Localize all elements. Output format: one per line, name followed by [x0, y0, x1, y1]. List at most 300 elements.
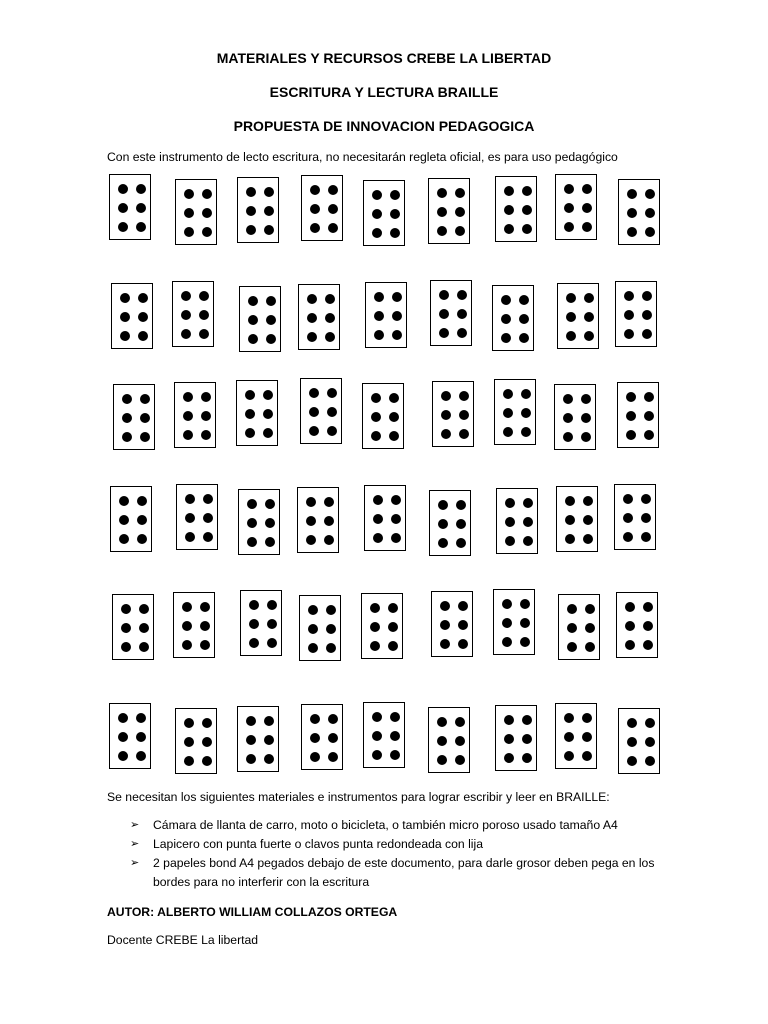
braille-dot	[503, 408, 513, 418]
braille-dot	[582, 713, 592, 723]
braille-cell	[494, 379, 536, 445]
braille-dot	[440, 620, 450, 630]
braille-cell	[239, 286, 281, 352]
list-item-text: Cámara de llanta de carro, moto o bicicleta, o también micro poroso usado tamaño A4	[153, 818, 618, 832]
braille-dot	[249, 619, 259, 629]
arrowhead-bullet-icon: ➢	[130, 819, 140, 831]
braille-cell	[555, 703, 597, 769]
braille-dot	[202, 208, 212, 218]
braille-cell	[240, 590, 282, 656]
braille-dot	[437, 717, 447, 727]
braille-dot	[120, 293, 130, 303]
braille-dot	[564, 751, 574, 761]
braille-cell	[236, 380, 278, 446]
braille-dot	[520, 637, 530, 647]
braille-dot	[459, 410, 469, 420]
braille-dot	[118, 222, 128, 232]
braille-dot	[184, 227, 194, 237]
braille-dot	[138, 293, 148, 303]
braille-dot	[623, 532, 633, 542]
braille-dot	[583, 496, 593, 506]
braille-dot	[328, 185, 338, 195]
braille-dot	[585, 642, 595, 652]
braille-cell	[301, 704, 343, 770]
braille-dot	[567, 642, 577, 652]
braille-cell	[109, 174, 151, 240]
braille-dot	[644, 430, 654, 440]
braille-dot	[182, 602, 192, 612]
braille-dot	[266, 334, 276, 344]
braille-dot	[521, 408, 531, 418]
braille-dot	[371, 393, 381, 403]
braille-dot	[582, 751, 592, 761]
braille-dot	[121, 642, 131, 652]
braille-dot	[200, 602, 210, 612]
braille-dot	[441, 391, 451, 401]
braille-dot	[564, 203, 574, 213]
braille-dot	[374, 311, 384, 321]
braille-dot	[309, 388, 319, 398]
braille-cell	[238, 489, 280, 555]
braille-dot	[184, 189, 194, 199]
braille-dot	[266, 315, 276, 325]
braille-dot	[457, 290, 467, 300]
braille-dot	[246, 206, 256, 216]
braille-dot	[325, 294, 335, 304]
braille-dot	[520, 599, 530, 609]
braille-dot	[523, 536, 533, 546]
braille-dot	[520, 618, 530, 628]
braille-dot	[624, 291, 634, 301]
arrowhead-bullet-icon: ➢	[130, 838, 140, 850]
braille-dot	[627, 189, 637, 199]
braille-dot	[372, 731, 382, 741]
braille-dot	[310, 223, 320, 233]
braille-dot	[326, 624, 336, 634]
braille-dot	[438, 519, 448, 529]
braille-dot	[201, 392, 211, 402]
braille-dot	[643, 621, 653, 631]
braille-dot	[437, 736, 447, 746]
braille-dot	[456, 538, 466, 548]
braille-dot	[308, 624, 318, 634]
braille-dot	[390, 731, 400, 741]
braille-cell	[297, 487, 339, 553]
braille-dot	[519, 295, 529, 305]
braille-cell	[618, 708, 660, 774]
braille-dot	[201, 411, 211, 421]
braille-dot	[522, 205, 532, 215]
braille-dot	[390, 712, 400, 722]
braille-dot	[582, 732, 592, 742]
braille-dot	[267, 600, 277, 610]
braille-dot	[370, 622, 380, 632]
braille-dot	[459, 391, 469, 401]
braille-dot	[136, 713, 146, 723]
braille-dot	[184, 208, 194, 218]
braille-cell	[362, 383, 404, 449]
braille-dot	[307, 294, 317, 304]
braille-dot	[584, 312, 594, 322]
braille-dot	[202, 189, 212, 199]
braille-dot	[503, 389, 513, 399]
braille-dot	[627, 208, 637, 218]
braille-cell	[298, 284, 340, 350]
braille-dot	[644, 392, 654, 402]
braille-dot	[455, 755, 465, 765]
braille-cell	[554, 384, 596, 450]
materials-list	[130, 816, 670, 892]
braille-dot	[267, 619, 277, 629]
braille-dot	[563, 394, 573, 404]
braille-dot	[523, 517, 533, 527]
braille-dot	[390, 228, 400, 238]
braille-dot	[564, 184, 574, 194]
braille-dot	[458, 601, 468, 611]
braille-dot	[249, 600, 259, 610]
braille-dot	[247, 499, 257, 509]
braille-dot	[328, 752, 338, 762]
braille-dot	[623, 494, 633, 504]
braille-dot	[441, 410, 451, 420]
braille-dot	[372, 228, 382, 238]
braille-cell	[364, 485, 406, 551]
braille-dot	[137, 515, 147, 525]
braille-dot	[459, 429, 469, 439]
braille-dot	[521, 427, 531, 437]
braille-dot	[325, 332, 335, 342]
braille-dot	[505, 517, 515, 527]
braille-dot	[522, 186, 532, 196]
arrowhead-bullet-icon: ➢	[130, 857, 140, 869]
braille-dot	[136, 203, 146, 213]
braille-dot	[641, 532, 651, 542]
braille-cell	[363, 180, 405, 246]
braille-dot	[626, 392, 636, 402]
braille-dot	[182, 621, 192, 631]
braille-cell	[430, 280, 472, 346]
braille-cell	[556, 486, 598, 552]
braille-cell	[617, 382, 659, 448]
braille-dot	[307, 332, 317, 342]
braille-dot	[563, 413, 573, 423]
braille-dot	[391, 514, 401, 524]
author-line: AUTOR: ALBERTO WILLIAM COLLAZOS ORTEGA	[107, 905, 398, 919]
braille-dot	[327, 388, 337, 398]
braille-dot	[306, 535, 316, 545]
braille-dot	[437, 207, 447, 217]
braille-dot	[627, 227, 637, 237]
braille-dot	[264, 187, 274, 197]
braille-dot	[310, 714, 320, 724]
list-item-text: 2 papeles bond A4 pegados debajo de este documento, para darle grosor deben pega en los bordes para no interferir con la escritura	[153, 856, 655, 889]
braille-dot	[306, 497, 316, 507]
braille-dot	[519, 333, 529, 343]
braille-dot	[248, 296, 258, 306]
braille-dot	[327, 426, 337, 436]
braille-dot	[183, 430, 193, 440]
braille-dot	[585, 604, 595, 614]
braille-dot	[505, 536, 515, 546]
braille-dot	[439, 328, 449, 338]
braille-dot	[326, 643, 336, 653]
braille-dot	[371, 431, 381, 441]
braille-dot	[505, 498, 515, 508]
braille-dot	[370, 641, 380, 651]
braille-dot	[202, 227, 212, 237]
braille-cell	[299, 595, 341, 661]
braille-cell	[428, 707, 470, 773]
braille-dot	[120, 312, 130, 322]
braille-dot	[246, 735, 256, 745]
braille-dot	[455, 207, 465, 217]
braille-cell	[176, 484, 218, 550]
braille-dot	[642, 291, 652, 301]
braille-dot	[457, 309, 467, 319]
braille-dot	[522, 715, 532, 725]
braille-dot	[140, 432, 150, 442]
braille-dot	[564, 222, 574, 232]
braille-dot	[122, 394, 132, 404]
braille-dot	[582, 222, 592, 232]
braille-dot	[437, 226, 447, 236]
braille-dot	[246, 187, 256, 197]
braille-dot	[372, 190, 382, 200]
braille-dot	[645, 189, 655, 199]
braille-dot	[392, 311, 402, 321]
braille-dot	[501, 314, 511, 324]
braille-dot	[138, 312, 148, 322]
braille-dot	[522, 224, 532, 234]
braille-dot	[391, 495, 401, 505]
braille-dot	[564, 732, 574, 742]
braille-dot	[501, 333, 511, 343]
braille-dot	[202, 718, 212, 728]
braille-dot	[389, 431, 399, 441]
braille-dot	[371, 412, 381, 422]
braille-dot	[184, 756, 194, 766]
braille-cell	[428, 178, 470, 244]
braille-dot	[118, 751, 128, 761]
braille-dot	[140, 394, 150, 404]
braille-cell	[557, 283, 599, 349]
braille-dot	[627, 718, 637, 728]
braille-dot	[504, 186, 514, 196]
braille-dot	[581, 413, 591, 423]
braille-dot	[389, 412, 399, 422]
braille-dot	[563, 432, 573, 442]
braille-dot	[458, 620, 468, 630]
braille-dot	[247, 518, 257, 528]
braille-dot	[138, 331, 148, 341]
braille-dot	[372, 750, 382, 760]
braille-dot	[310, 185, 320, 195]
braille-dot	[185, 532, 195, 542]
document-subtitle: ESCRITURA Y LECTURA BRAILLE	[269, 84, 499, 100]
braille-dot	[626, 430, 636, 440]
braille-dot	[185, 494, 195, 504]
braille-dot	[139, 623, 149, 633]
braille-dot	[263, 409, 273, 419]
braille-cell	[365, 282, 407, 348]
braille-dot	[388, 641, 398, 651]
braille-dot	[119, 496, 129, 506]
braille-cell	[175, 708, 217, 774]
braille-dot	[184, 737, 194, 747]
braille-dot	[522, 734, 532, 744]
braille-dot	[583, 515, 593, 525]
braille-dot	[642, 329, 652, 339]
braille-dot	[199, 291, 209, 301]
braille-dot	[121, 604, 131, 614]
braille-dot	[624, 310, 634, 320]
braille-dot	[521, 389, 531, 399]
braille-dot	[325, 313, 335, 323]
braille-dot	[324, 535, 334, 545]
braille-dot	[202, 756, 212, 766]
braille-cell	[237, 706, 279, 772]
braille-cell	[558, 594, 600, 660]
braille-dot	[308, 643, 318, 653]
braille-dot	[374, 292, 384, 302]
braille-cell	[493, 589, 535, 655]
braille-cell	[172, 281, 214, 347]
braille-dot	[504, 715, 514, 725]
braille-dot	[625, 621, 635, 631]
braille-dot	[457, 328, 467, 338]
braille-dot	[455, 736, 465, 746]
braille-dot	[645, 737, 655, 747]
braille-dot	[502, 637, 512, 647]
braille-dot	[183, 392, 193, 402]
intro-text: Con este instrumento de lecto escritura, no necesitarán regleta oficial, es para uso pedagógico	[107, 150, 618, 164]
braille-dot	[440, 601, 450, 611]
braille-dot	[324, 497, 334, 507]
braille-dot	[265, 537, 275, 547]
braille-dot	[566, 331, 576, 341]
braille-dot	[308, 605, 318, 615]
braille-dot	[627, 737, 637, 747]
braille-dot	[203, 532, 213, 542]
braille-dot	[645, 227, 655, 237]
braille-dot	[503, 427, 513, 437]
list-item	[130, 816, 670, 835]
braille-dot	[456, 519, 466, 529]
braille-cell	[112, 594, 154, 660]
braille-dot	[264, 206, 274, 216]
braille-dot	[392, 292, 402, 302]
braille-dot	[440, 639, 450, 649]
braille-dot	[185, 513, 195, 523]
braille-dot	[137, 496, 147, 506]
braille-dot	[626, 411, 636, 421]
braille-dot	[523, 498, 533, 508]
braille-dot	[264, 716, 274, 726]
materials-heading: Se necesitan los siguientes materiales e instrumentos para lograr escribir y leer en BRAILLE:	[107, 790, 610, 804]
braille-dot	[266, 296, 276, 306]
braille-cell	[496, 488, 538, 554]
braille-dot	[644, 411, 654, 421]
braille-cell	[363, 702, 405, 768]
braille-dot	[136, 184, 146, 194]
braille-dot	[504, 734, 514, 744]
braille-dot	[202, 737, 212, 747]
braille-dot	[502, 599, 512, 609]
braille-dot	[121, 623, 131, 633]
braille-dot	[372, 712, 382, 722]
braille-dot	[136, 732, 146, 742]
braille-dot	[642, 310, 652, 320]
list-item	[130, 835, 670, 854]
braille-dot	[119, 534, 129, 544]
braille-cell	[618, 179, 660, 245]
braille-dot	[645, 718, 655, 728]
braille-dot	[566, 312, 576, 322]
braille-dot	[246, 716, 256, 726]
braille-cell	[429, 490, 471, 556]
braille-cell	[495, 176, 537, 242]
braille-dot	[564, 713, 574, 723]
braille-cell	[301, 175, 343, 241]
braille-dot	[455, 717, 465, 727]
braille-dot	[267, 638, 277, 648]
braille-dot	[438, 500, 448, 510]
braille-cell	[173, 592, 215, 658]
braille-dot	[183, 411, 193, 421]
braille-dot	[140, 413, 150, 423]
braille-dot	[310, 733, 320, 743]
braille-dot	[645, 756, 655, 766]
braille-cell	[431, 591, 473, 657]
braille-dot	[309, 426, 319, 436]
braille-dot	[641, 513, 651, 523]
braille-dot	[389, 393, 399, 403]
braille-dot	[181, 329, 191, 339]
braille-dot	[122, 432, 132, 442]
braille-cell	[555, 174, 597, 240]
braille-dot	[581, 432, 591, 442]
braille-dot	[584, 293, 594, 303]
braille-dot	[118, 184, 128, 194]
braille-dot	[437, 188, 447, 198]
braille-dot	[181, 310, 191, 320]
braille-dot	[307, 313, 317, 323]
braille-dot	[624, 329, 634, 339]
braille-dot	[584, 331, 594, 341]
braille-dot	[441, 429, 451, 439]
braille-dot	[390, 750, 400, 760]
document-title: MATERIALES Y RECURSOS CREBE LA LIBERTAD	[216, 50, 552, 66]
braille-dot	[504, 224, 514, 234]
braille-dot	[504, 205, 514, 215]
braille-dot	[249, 638, 259, 648]
braille-dot	[200, 621, 210, 631]
braille-dot	[327, 407, 337, 417]
braille-dot	[182, 640, 192, 650]
braille-dot	[567, 604, 577, 614]
braille-dot	[248, 334, 258, 344]
braille-dot	[264, 225, 274, 235]
braille-cell	[113, 384, 155, 450]
braille-dot	[456, 500, 466, 510]
braille-dot	[324, 516, 334, 526]
braille-dot	[136, 222, 146, 232]
braille-dot	[247, 537, 257, 547]
braille-dot	[565, 534, 575, 544]
braille-cell	[492, 285, 534, 351]
braille-dot	[623, 513, 633, 523]
braille-dot	[263, 428, 273, 438]
